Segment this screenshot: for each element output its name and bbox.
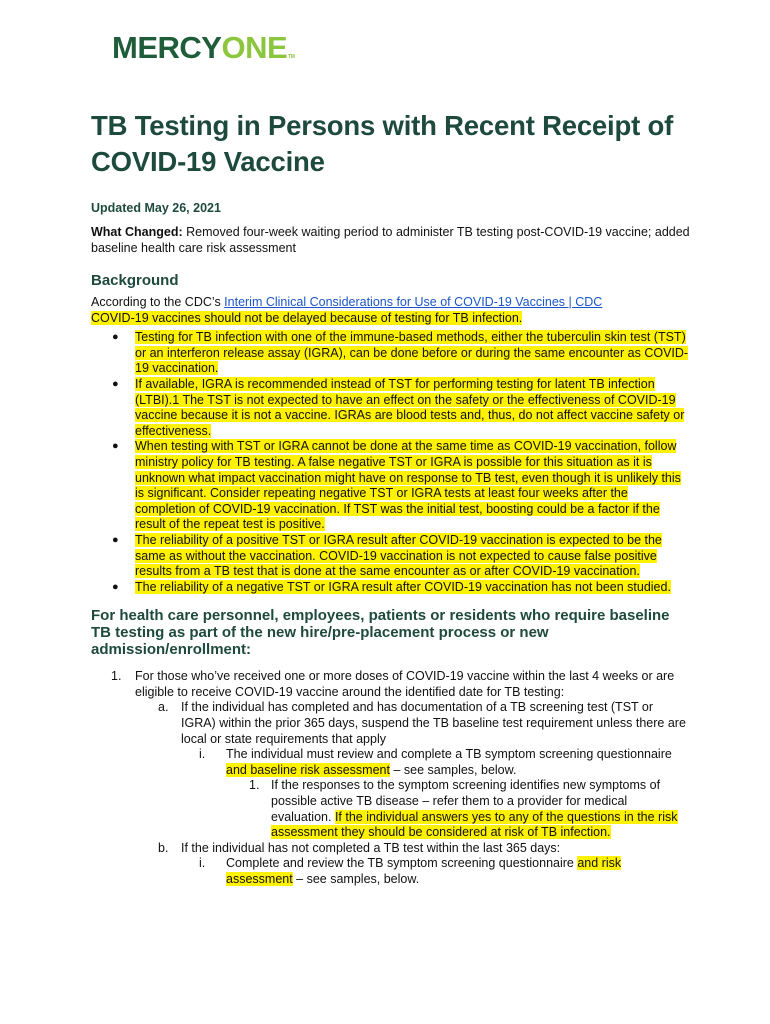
list-item-1a-i-1: 1. If the responses to the symptom screening identifies new symptoms of possible active TB disease – refer them to a provider for medical evaluation. If the individual answers yes to any of the questions in the risk assessment they should be considered at risk of TB infection. [249,778,678,840]
bullet-dot: ● [112,377,119,390]
baseline-heading: For health care personnel, employees, patients or residents who require baseline TB testing as part of the new hire/pre-placement process or new admission/enrollment: [91,607,670,659]
logo-one-text: ONE [221,30,288,65]
list-item-1: 1. For those who’ve received one or more doses of COVID-19 vaccine within the last 4 weeks or are eligible to receive COVID-19 vaccine around the identified date for TB testing: [111,669,675,699]
bullet-dot: ● [112,580,119,593]
logo-trademark: TM [288,54,295,60]
what-changed-label: What Changed: [91,225,183,239]
list-item: ● If available, IGRA is recommended instead of TST for performing testing for latent TB infection (LTBI).1 The TST is not expected to have an effect on the safety or the effectiveness of COVID-19 vaccine because it is not a vaccine. IGRAs are blood tests and, thus, do not affect vaccine safety or effectiveness. [112,376,685,438]
list-marker: b. [158,840,169,855]
list-item-1a-i: i. The individual must review and complete a TB symptom screening questionnaire and baseline risk assessment – see samples, below. [199,747,672,777]
cdc-link[interactable]: Interim Clinical Considerations for Use of COVID-19 Vaccines | CDC [224,295,603,309]
mercyone-logo [112,28,294,77]
document-body [91,108,691,888]
logo-mercy-text: MERCY [112,30,222,65]
list-item-1b-i: i. Complete and review the TB symptom screening questionnaire and risk assessment – see samples, below. [199,856,622,886]
what-changed-text: Removed four-week waiting period to administer TB testing post-COVID-19 vaccine; added baseline health care risk assessment [91,225,690,255]
list-marker: i. [199,856,206,871]
list-item: ● Testing for TB infection with one of the immune-based methods, either the tuberculin skin test (TST) or an interferon release assay (IGRA), can be done before or during the same encounter as COVID-19 vaccination. [112,330,689,376]
list-item: ● The reliability of a negative TST or IGRA result after COVID-19 vaccination has not been studied. [112,579,671,594]
list-item: ● The reliability of a positive TST or IGRA result after COVID-19 vaccination is expected to be the same as without the vaccination. COVID-19 vaccination is not expected to cause false positive results from a TB test that is done at the same encounter as or after COVID-19 vaccination. [112,532,662,579]
bullet-dot: ● [112,440,119,453]
page-title: TB Testing in Persons with Recent Receipt of COVID-19 Vaccine [91,110,674,177]
updated-date: Updated May 26, 2021 [91,201,221,215]
list-item-1a: a. If the individual has completed and has documentation of a TB screening test (TST or IGRA) within the prior 365 days, suspend the TB baseline test requirement unless there are local or state requirements that apply [158,700,686,746]
what-changed [91,224,691,256]
list-item: ● When testing with TST or IGRA cannot be done at the same time as COVID-19 vaccination, follow ministry policy for TB testing. A false negative TST or IGRA is possible for this situation as it is unknown what impact vaccination might have on response to TB test, even though it is unlikely this is significant. Consider repeating negative TST or IGRA tests at least four weeks after the completion of COVID-19 vaccination. If TST was the initial test, boosting could be a factor if the result of the repeat test is positive. [112,439,681,532]
list-marker: 1. [111,669,122,684]
background-bullet-list [91,330,691,595]
intro-suffix: COVID-19 vaccines should not be delayed because of testing for TB infection. [91,310,523,325]
bullet-dot: ● [112,533,119,546]
list-item-1b: b. If the individual has not completed a TB test within the last 365 days: [158,840,561,855]
list-marker: i. [199,747,206,762]
list-marker: 1. [249,778,260,793]
list-marker: a. [158,700,169,715]
intro-prefix: According to the CDC’s [91,295,225,309]
background-intro [91,295,691,326]
background-heading: Background [91,272,179,289]
bullet-dot: ● [112,331,119,344]
